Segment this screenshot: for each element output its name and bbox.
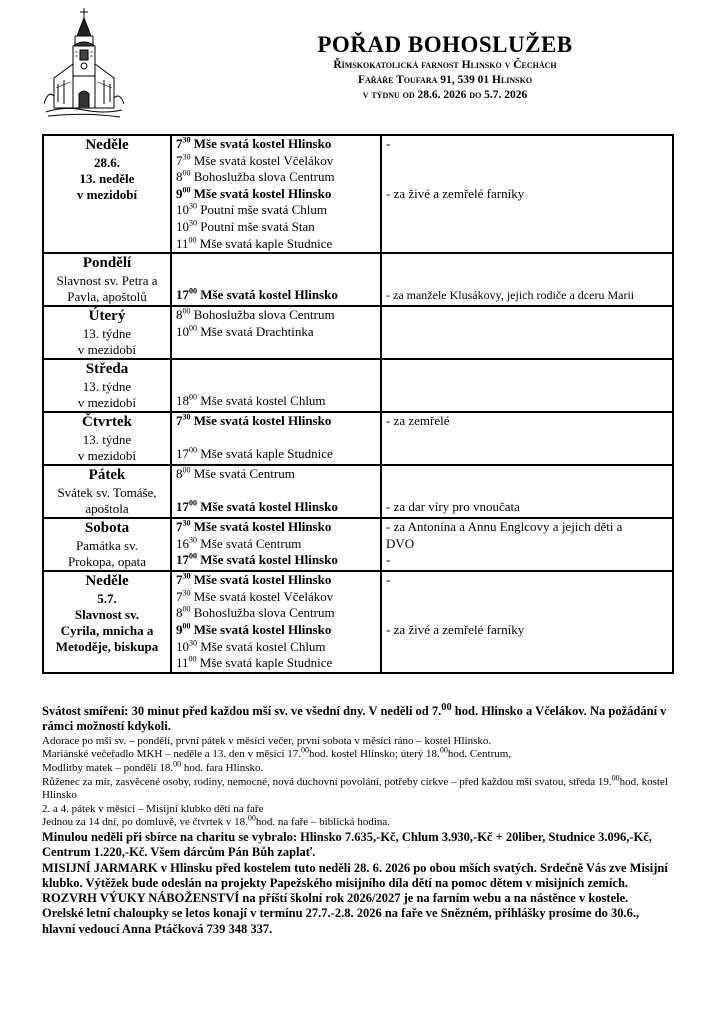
announcement-text: hod. kostel Hlinsko; úterý 18. [309,748,440,761]
day-subtitle-line: v mezidobí [77,395,137,411]
mass-intention: - za zemřelé [386,413,450,429]
mass-hour: 17 [176,446,189,462]
announcement-text: Mariánské večeřadlo MKH – neděle a 13. den v měsíci 17. [42,748,302,761]
day-name: Pondělí [82,255,132,272]
mass-intention: - [386,136,391,151]
mass-entry [176,622,380,639]
blank-line [386,430,672,447]
intention-cell [381,518,673,571]
day-name: Pátek [88,467,126,484]
document-title: POŘAD BOHOSLUŽEB [317,32,573,57]
mass-description: Mše svatá kaple Studnice [196,235,333,251]
mass-intention: DVO [386,535,415,551]
time-superscript: 00 [611,772,620,782]
mass-description: Bohoslužba slova Centrum [190,605,335,621]
mass-description: Mše svatá kostel Hlinsko [190,519,332,535]
mass-entry [176,639,380,656]
mass-description: Mše svatá kostel Chlum [197,638,326,654]
day-subtitle-line: v mezidobí [76,187,138,202]
blank-line [386,307,672,324]
announcement-text: Růženec za mír, zasvěcené osoby, rodiny, nemocné, nová duchovní povolání, potřeby církve – před každou mší svatou, středa 19. [42,775,612,788]
blank-line [386,639,672,656]
time-superscript: 00 [439,745,448,755]
announcement-line [42,906,674,937]
day-cell [43,571,171,673]
mass-list-cell [171,135,381,253]
mass-minute: 00 [189,446,197,456]
mass-hour: 9 [176,621,183,637]
mass-intention: - za živé a zemřelé farníky [386,621,525,637]
blank-line [176,254,380,271]
mass-hour: 7 [176,572,183,588]
day-subtitle-line: Metoděje, biskupa [55,639,159,655]
announcement-text: 2. a 4. pátek v měsíci – Misijní klubko dětí na faře [42,802,264,815]
day-cell [43,306,171,359]
mass-description: Poutní mše svatá Stan [197,218,315,234]
mass-minute: 30 [189,218,197,228]
mass-hour: 18 [176,393,189,409]
announcement-line [42,700,674,735]
mass-entry [176,499,380,516]
mass-hour: 10 [176,323,189,339]
intention-cell [381,306,673,359]
blank-line [386,655,672,672]
mass-minute: 00 [189,287,197,297]
mass-description: Mše svatá kaple Studnice [196,655,333,671]
mass-entry [176,393,380,410]
mass-entry [176,202,380,219]
mass-entry [176,413,380,430]
announcement-text: Jednou za 14 dní, po domluvě, ve čtvrtek v 18. [42,816,248,829]
mass-entry [176,605,380,622]
announcement-text: hod. Centrum, [447,748,512,761]
mass-description: Mše svatá kostel Hlinsko [190,136,332,151]
day-row [43,306,673,359]
mass-intention: - za živé a zemřelé farníky [386,185,525,201]
mass-minute: 30 [189,202,197,212]
time-superscript: 00 [301,745,310,755]
announcement-line [42,813,674,830]
day-row [43,135,673,253]
mass-hour: 9 [176,185,183,201]
blank-line [386,219,672,236]
mass-minute: 00 [188,654,197,664]
day-cell [43,253,171,306]
mass-description: Bohoslužba slova Centrum [190,169,335,185]
mass-minute: 00 [182,168,191,178]
mass-description: Mše svatá kostel Hlinsko [190,572,332,588]
announcement-text: hod. kostel Hlinsko [42,775,668,802]
mass-description: Poutní mše svatá Chlum [197,202,327,218]
mass-description: Mše svatá Drachtinka [197,323,314,339]
mass-description: Mše svatá kostel Hlinsko [197,287,338,303]
blank-line [386,446,672,463]
mass-minute: 00 [182,465,191,475]
mass-minute: 30 [182,588,191,598]
day-row [43,359,673,412]
mass-minute: 00 [189,323,197,333]
mass-minute: 00 [182,621,191,631]
blank-line [386,153,672,170]
day-row [43,465,673,518]
day-subtitle-line: 28.6. [94,155,120,170]
day-row [43,571,673,673]
mass-entry [176,572,380,589]
mass-description: Mše svatá kostel Hlinsko [190,185,332,201]
day-cell [43,518,171,571]
mass-hour: 10 [176,202,189,218]
mass-intention: - [386,572,391,588]
mass-entry [176,307,380,324]
mass-minute: 00 [189,393,197,403]
mass-hour: 10 [176,638,189,654]
mass-list-cell [171,412,381,465]
announcement-text: Adorace po mši sv. – pondělí, první pátek v měsíci večer, první sobota v měsíci ráno – kostel Hlinsko. [42,734,492,747]
announcement-line [42,861,674,892]
mass-entry [176,236,380,253]
mass-minute: 00 [182,306,191,316]
announcement-line [42,759,674,776]
blank-line [386,466,672,483]
intention-cell [381,571,673,673]
mass-description: Mše svatá kostel Včelákov [190,588,334,604]
announcement-line [42,772,674,803]
day-subtitle-line: Prokopa, opata [68,554,146,570]
day-row [43,253,673,306]
mass-minute: 00 [188,235,197,245]
announcement-line [42,803,674,817]
day-subtitle-line: 13. týdne [82,432,132,448]
mass-description: Mše svatá kostel Hlinsko [197,499,338,515]
mass-intention: - za Antonína a Annu Englcovy a jejich děti a [386,519,623,535]
mass-hour: 7 [176,152,183,168]
blank-line [386,169,672,186]
mass-list-cell [171,253,381,306]
parish-address: Fařáře Toufara 91, 539 01 Hlinsko [357,74,533,86]
day-name: Úterý [88,308,126,325]
day-name: Neděle [85,137,129,153]
blank-line [386,202,672,219]
mass-list-cell [171,571,381,673]
mass-list-cell [171,518,381,571]
mass-description: Bohoslužba slova Centrum [190,307,335,323]
announcement-line [42,735,674,749]
day-row [43,412,673,465]
blank-line [176,483,380,500]
blank-line [176,430,380,447]
mass-entry [176,536,380,553]
announcement-text: hod. fara Hlinsko. [181,761,264,774]
day-cell [43,359,171,412]
day-subtitle-line: apoštola [85,501,129,517]
parish-name: Římskokatolická farnost Hlinsko v Čechách [333,59,557,71]
mass-description: Mše svatá kostel Včelákov [190,152,334,168]
day-subtitle-line: Cyrila, mnicha a [60,623,154,639]
day-subtitle-line: Slavnost sv. Petra a [56,273,158,289]
mass-hour: 17 [176,552,189,568]
announcement-text: MISIJNÍ JARMARK v Hlinsku před kostelem tuto neděli 28. 6. 2026 po obou mších svatých. Srdečně Vás zve Misijní klubko. Výtěžek bude odeslán na projekty Papežského misijního díla dětí na pomoc dětem v misijních zemích. [42,860,668,890]
day-name: Čtvrtek [82,414,132,431]
blank-line [386,340,672,357]
mass-hour: 17 [176,287,189,303]
day-name: Neděle [85,573,129,590]
mass-minute: 30 [182,152,191,162]
blank-line [386,254,672,271]
blank-line [386,605,672,622]
mass-intention: - za manžele Klusákovy, jejich rodiče a dceru Marii [386,288,635,303]
mass-minute: 30 [182,571,191,581]
mass-entry [176,287,380,304]
church-drawing-logo [44,8,124,120]
day-name: Středa [85,361,129,378]
blank-line [176,340,380,357]
day-cell [43,135,171,253]
mass-hour: 10 [176,218,189,234]
day-subtitle-line: 13. neděle [79,171,135,186]
blank-line [386,377,672,394]
mass-minute: 30 [182,135,191,145]
mass-hour: 16 [176,535,189,551]
mass-description: Mše svatá kaple Studnice [197,446,333,462]
blank-line [386,589,672,606]
blank-line [386,271,672,288]
day-cell [43,412,171,465]
mass-entry [176,466,380,483]
day-row [43,518,673,571]
mass-intention: - za dar víry pro vnoučata [386,499,520,515]
mass-entry [176,519,380,536]
announcement-line [42,745,674,762]
mass-description: Mše svatá kostel Chlum [197,393,326,409]
document-header [270,32,620,103]
day-subtitle-line: Památka sv. [76,538,138,554]
announcements [42,700,674,937]
mass-description: Mše svatá Centrum [190,466,295,482]
announcement-text: hod. na faře – biblická hodina. [255,816,391,829]
blank-line [386,236,672,253]
day-subtitle-line: Pavla, apoštolů [67,289,147,305]
announcement-text: Svátost smíření: 30 minut před každou mší sv. ve všední dny. V neděli od 7. [42,704,442,719]
mass-hour: 7 [176,519,183,535]
announcement-text: Minulou neděli při sbírce na charitu se vybralo: Hlinsko 7.635,-Kč, Chlum 3.930,-Kč + 20liber, Studnice 3.096,-Kč, Centrum 1.220,-Kč. Všem dárcům Pán Bůh zaplať. [42,829,652,860]
mass-entry [176,655,380,672]
mass-hour: 7 [176,413,183,429]
blank-line [176,377,380,394]
day-subtitle-line: 13. týdne [82,379,132,395]
mass-entry [176,153,380,170]
mass-hour: 8 [176,466,183,482]
mass-entry [176,589,380,606]
mass-entry [176,446,380,463]
announcement-line [42,891,674,906]
day-subtitle-line: 5.7. [97,591,117,607]
mass-entry [176,136,380,153]
mass-intention: - [386,552,391,568]
intention-cell [381,412,673,465]
mass-hour: 11 [176,655,189,671]
mass-minute: 00 [189,499,197,509]
schedule-body [43,135,673,673]
mass-minute: 30 [189,535,197,545]
mass-description: Mše svatá kostel Hlinsko [190,413,332,429]
blank-line [386,324,672,341]
intention-cell [381,253,673,306]
mass-minute: 00 [182,605,191,615]
intention-cell [381,359,673,412]
time-superscript: 00 [441,702,452,713]
mass-minute: 30 [182,518,191,528]
announcement-text: ROZVRH VÝUKY NÁBOŽENSTVÍ na příští školní rok 2026/2027 je na farním webu a na nástěnce v kostele. [42,891,629,906]
schedule-table [42,134,674,674]
mass-hour: 17 [176,499,189,515]
mass-minute: 00 [189,552,197,562]
mass-hour: 7 [176,588,183,604]
blank-line [386,393,672,410]
blank-line [176,360,380,377]
day-subtitle-line: v mezidobí [77,342,137,358]
mass-description: Mše svatá Centrum [197,535,302,551]
time-superscript: 00 [247,813,256,823]
announcement-text: Orelské letní chaloupky se letos konají v termínu 27.7.-2.8. 2026 na faře ve Snězném, přihlášky prosíme do 30.6., hlavní vedoucí Anna Ptáčková 739 348 337. [42,906,640,936]
blank-line [386,483,672,500]
intention-cell [381,135,673,253]
mass-entry [176,186,380,203]
day-subtitle-line: Slavnost sv. [74,607,140,623]
mass-description: Mše svatá kostel Hlinsko [190,621,332,637]
day-subtitle-line: v mezidobí [77,448,137,464]
day-name: Sobota [84,520,130,537]
mass-description: Mše svatá kostel Hlinsko [197,552,338,568]
mass-hour: 8 [176,169,183,185]
mass-entry [176,169,380,186]
mass-hour: 7 [176,136,183,151]
week-range: v týdnu od 28.6. 2026 do 5.7. 2026 [362,89,528,101]
announcement-text: hod. Hlinsko a Včelákov. Na požádání v rámci možností kdykoli. [42,704,667,734]
time-superscript: 00 [173,759,182,769]
mass-minute: 30 [189,638,197,648]
mass-hour: 8 [176,307,183,323]
mass-hour: 8 [176,605,183,621]
intention-cell [381,465,673,518]
mass-list-cell [171,465,381,518]
mass-entry [176,324,380,341]
day-cell [43,465,171,518]
blank-line [386,360,672,377]
mass-minute: 00 [182,185,191,195]
announcement-text: Modlitby matek – pondělí 18. [42,761,174,774]
mass-entry [176,219,380,236]
day-subtitle-line: 13. týdne [82,326,132,342]
mass-hour: 11 [176,235,189,251]
mass-entry [176,552,380,569]
mass-minute: 30 [182,412,191,422]
announcement-line [42,830,674,861]
mass-list-cell [171,359,381,412]
blank-line [176,271,380,288]
day-subtitle-line: Svátek sv. Tomáše, [57,485,157,501]
mass-list-cell [171,306,381,359]
